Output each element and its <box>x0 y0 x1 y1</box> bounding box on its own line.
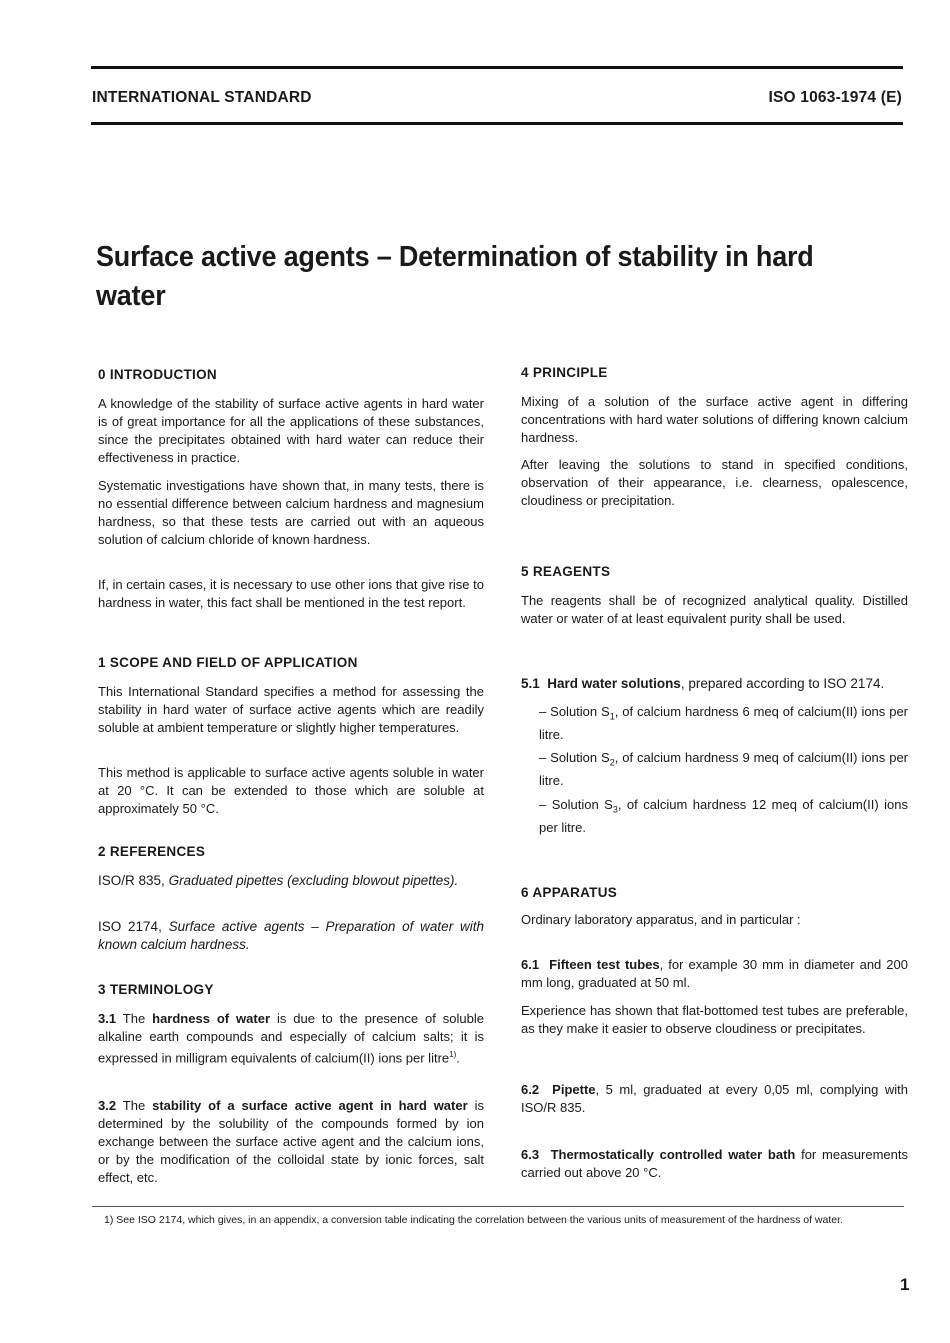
solution-s3: – Solution $S_3$, of calcium hardness 12 meq of calcium(II) ions per litre. <box>539 797 908 835</box>
solution-s1: – Solution $S_1$, of calcium hardness 6 meq of calcium(II) ions per litre. <box>539 704 908 742</box>
solution-s2: – Solution $S_2$, of calcium hardness 9 meq of calcium(II) ions per litre. <box>539 750 908 788</box>
apparatus-6-1: 6.1 Fifteen test tubes, for example 30 mm in diameter and 200 mm long, graduated at 50 ml. <box>521 957 908 990</box>
definition-3-2: 3.2 The stability of a surface active agent in hard water is determined by the solubility of the compounds formed by ion exchange between the surface active agent and the calcium ions, or by the modification of the colloidal state by ionic forces, salt effect, etc. <box>98 1098 484 1185</box>
standard-number: ISO 1063-1974 (E) <box>768 89 902 106</box>
principle-paragraph-2: After leaving the solutions to stand in specified conditions, observation of their appearance, i.e. clearness, opalescence, cloudiness or precipitation. <box>521 457 908 508</box>
section-0-heading: 0 INTRODUCTION <box>98 367 217 382</box>
footnote-rule <box>92 1206 904 1207</box>
intro-paragraph-3: If, in certain cases, it is necessary to use other ions that give rise to hardness in water, this fact shall be mentioned in the test report. <box>98 577 484 610</box>
apparatus-6-1-note: Experience has shown that flat-bottomed test tubes are preferable, as they make it easier to observe cloudiness or precipitates. <box>521 1003 908 1036</box>
header-rule-bottom <box>91 122 903 125</box>
page-number: 1 <box>900 1275 910 1294</box>
document-title: Surface active agents – Determination of stability in hard water <box>96 241 814 312</box>
section-1-heading: 1 SCOPE AND FIELD OF APPLICATION <box>98 655 358 670</box>
section-2-heading: 2 REFERENCES <box>98 844 206 859</box>
intro-paragraph-2: Systematic investigations have shown that, in many tests, there is no essential difference between calcium hardness and magnesium hardness, so that these tests are carried out with an aqueous solution of calcium chloride of known hardness. <box>98 478 484 547</box>
footnote: 1) See ISO 2174, which gives, in an appendix, a conversion table indicating the correlation between the various units of measurement of the hardness of water. <box>104 1214 843 1226</box>
reagents-paragraph: The reagents shall be of recognized analytical quality. Distilled water or water of at least equivalent purity shall be used. <box>521 593 908 626</box>
reference-iso-2174: ISO 2174, Surface active agents – Preparation of water with known calcium hardness. <box>98 919 484 952</box>
scope-paragraph-1: This International Standard specifies a method for assessing the stability in hard water of surface active agents which are readily soluble at ambient temperature or slightly higher temperatures. <box>98 684 484 735</box>
apparatus-intro: Ordinary laboratory apparatus, and in particular : <box>521 912 801 927</box>
scope-paragraph-2: This method is applicable to surface active agents soluble in water at 20 °C. It can be extended to those which are soluble at approximately 50 °C. <box>98 765 484 816</box>
section-3-heading: 3 TERMINOLOGY <box>98 982 214 997</box>
header-rule-top <box>91 66 903 69</box>
apparatus-6-3: 6.3 Thermostatically controlled water bath for measurements carried out above 20 °C. <box>521 1147 908 1180</box>
reference-iso-r-835: ISO/R 835, Graduated pipettes (excluding blowout pipettes). <box>98 873 459 888</box>
footnote-ref-1: 1) <box>449 1050 457 1059</box>
section-4-heading: 4 PRINCIPLE <box>521 365 608 380</box>
intro-paragraph-1: A knowledge of the stability of surface active agents in hard water is of great importance for all the applications of these substances, since the precipitates obtained with hard water can reduce their effectiveness in practice. <box>98 396 484 465</box>
section-6-heading: 6 APPARATUS <box>521 885 618 900</box>
standard-type-label: INTERNATIONAL STANDARD <box>92 89 312 106</box>
definition-3-1: 3.1 The hardness of water is due to the presence of soluble alkaline earth compounds and especially of calcium salts; it is expressed in milligram equivalents of calcium(II) ions per litre$^{1)}$. <box>98 1011 484 1066</box>
section-5-heading: 5 REAGENTS <box>521 564 611 579</box>
principle-paragraph-1: Mixing of a solution of the surface active agent in differing concentrations with hard water solutions of differing known calcium hardness. <box>521 394 908 445</box>
reagent-5-1: 5.1 Hard water solutions, prepared according to ISO 2174. <box>521 676 885 691</box>
apparatus-6-2: 6.2 Pipette, 5 ml, graduated at every 0,05 ml, complying with ISO/R 835. <box>521 1082 908 1115</box>
